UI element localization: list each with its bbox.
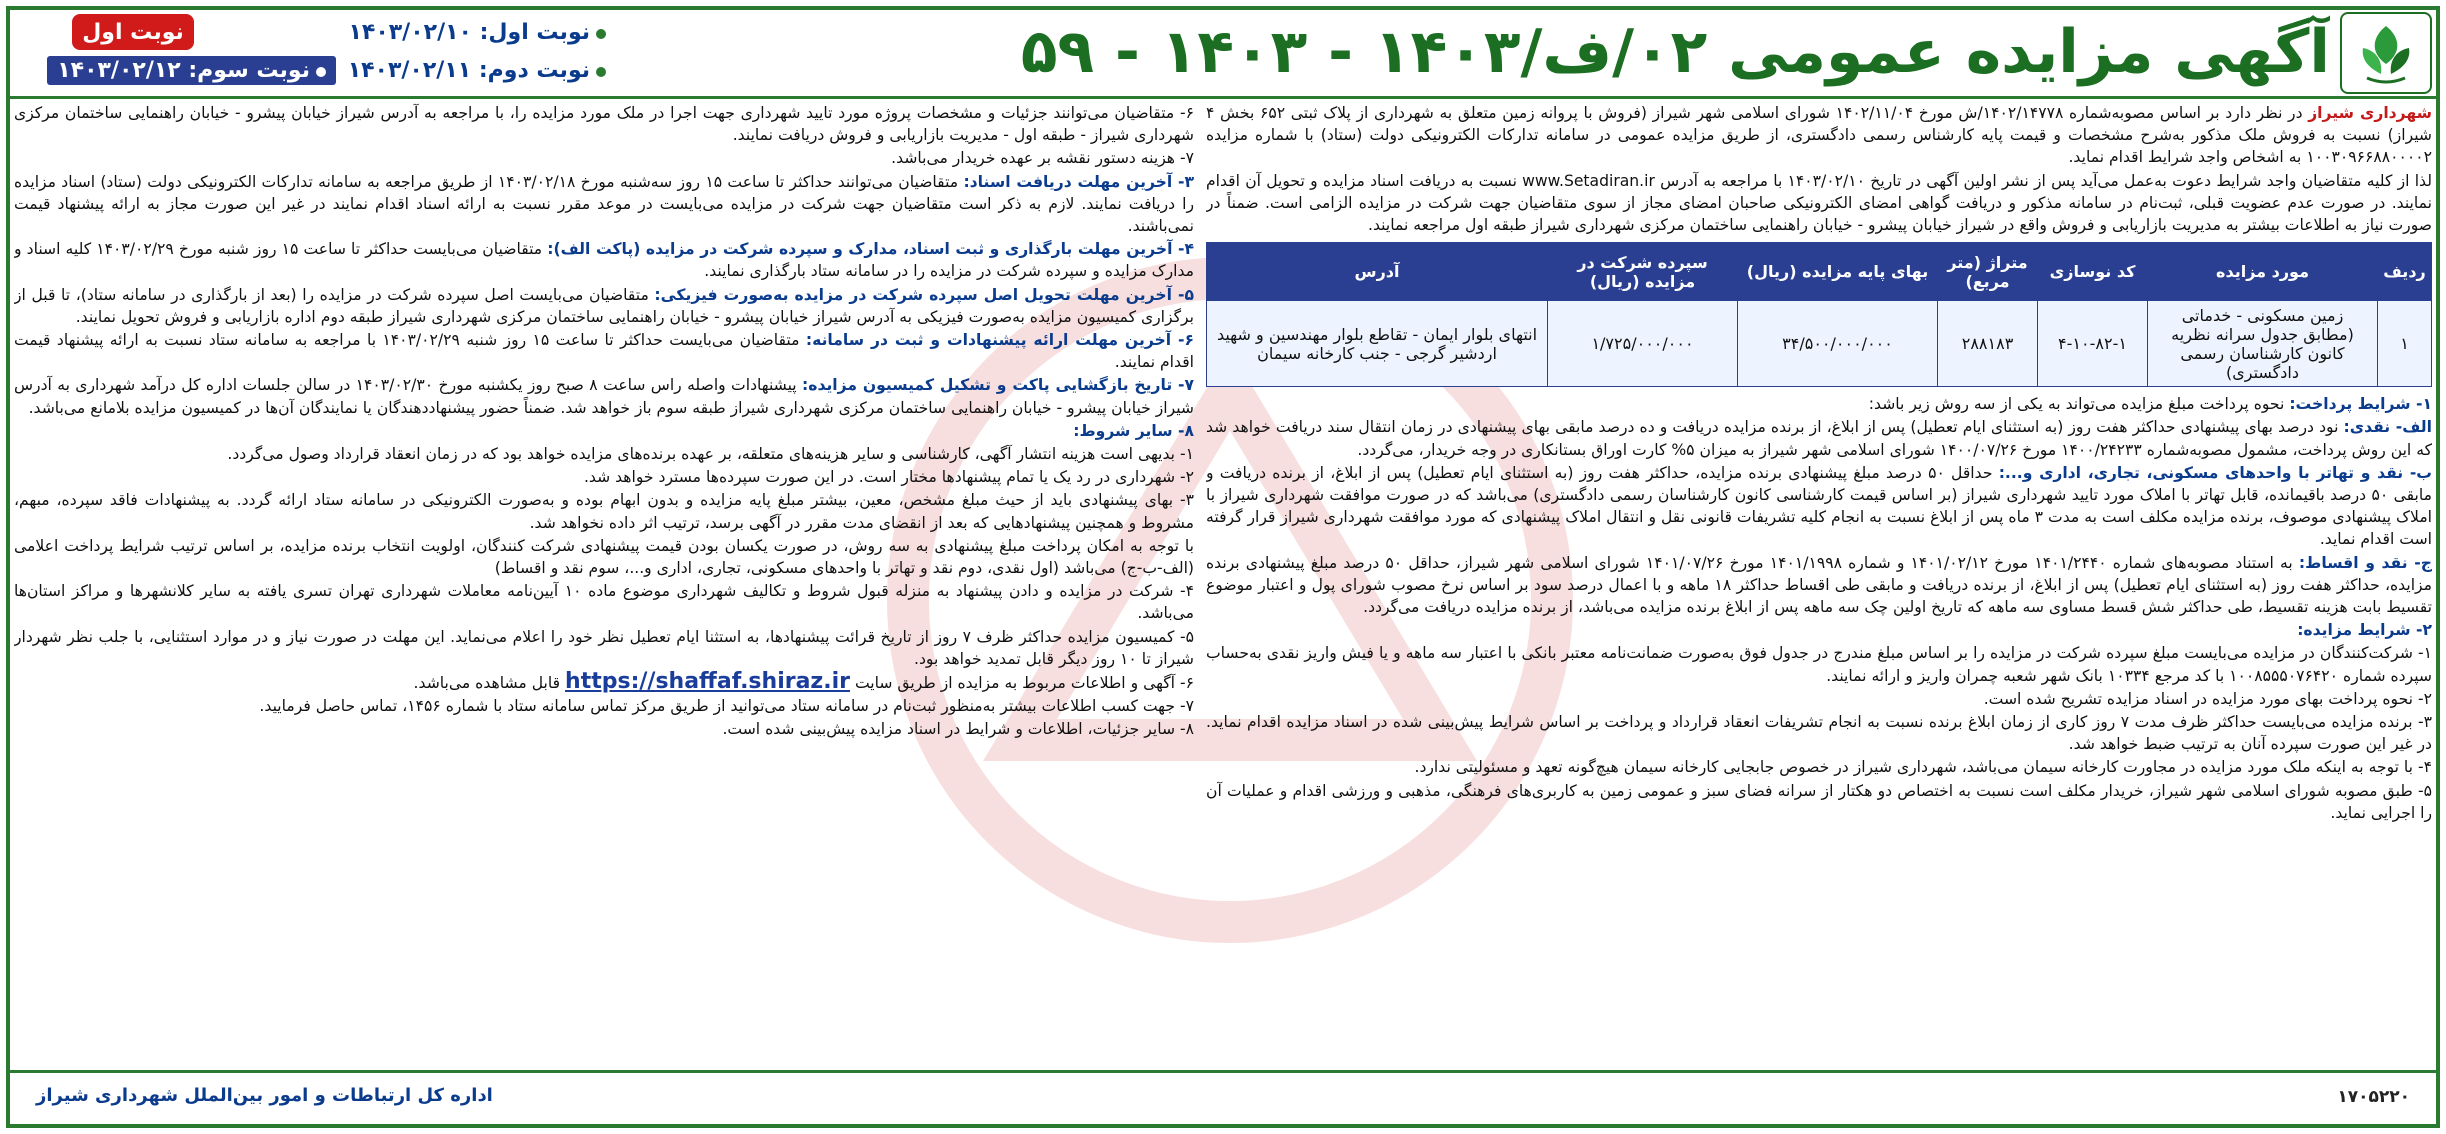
section-text: ۶- متقاضیان می‌توانند جزئیات و مشخصات پروژه مورد تایید شهرداری جهت اجرا در ملک مورد مزایده را، با مراجعه به آدرس شیراز خیابان پیشرو - خیابان راهنمایی ساختمان مرکزی شهرداری شیراز - طبقه اول - مدیریت بازاریابی و فروش دریافت نمایند. xyxy=(14,104,1194,145)
section-paragraph xyxy=(14,489,1194,533)
section-paragraph xyxy=(14,284,1194,328)
section-text: ۲- شهرداری در رد یک یا تمام پیشنهادها مختار است. در این صورت سپرده‌ها مسترد خواهد شد. xyxy=(583,468,1194,487)
section-text: ۱- بدیهی است هزینه انتشار آگهی، کارشناسی و سایر هزینه‌های متعلقه، بر عهده برنده‌های مزایده خواهد بود که در زمان انعقاد قرارداد وصول می‌گردد. xyxy=(227,445,1194,464)
section-paragraph xyxy=(14,147,1194,169)
section-heading: ۲- شرایط مزایده: xyxy=(2297,621,2432,640)
section-text: حداقل ۵۰ درصد مبلغ پیشنهادی برنده مزایده، حداکثر هفت روز (به استثنای ایام تعطیل) پس از ابلاغ، از برنده دریافت و مابقی ۵۰ درصد باقیمانده، قابل تهاتر با املاک مورد تایید شهرداری شیراز (بر اساس قیمت کارشناسی کانون کارشناسان رسمی دادگستری) می‌باشد که در صورت موافقت شهرداری شیراز با املاک پیشنهادی موصوف، برنده مزایده مکلف است به مدت ۳ ماه پس از ابلاغ نسبت به انجام کلیه تشریفات قانونی نقل و انتقال املاک پیشنهادی که مورد موافقت شهرداری شیراز قرار گرفته است اقدام نماید. xyxy=(1206,463,2432,549)
publication-dates xyxy=(46,16,606,92)
header-divider xyxy=(6,96,2440,99)
section-text: پیشنهادات واصله راس ساعت ۸ صبح روز یکشنبه مورخ ۱۴۰۳/۰۲/۳۰ در سالن جلسات اداره کل درآمد شهرداری به آدرس شیراز خیابان پیشرو - خیابان راهنمایی ساختمان مرکزی شهرداری شیراز طبقه سوم باز خواهد شد. ضمناً حضور پیشنهاددهندگان یا نمایندگان آن‌ها در کمیسیون مزایده بلامانع می‌باشد. xyxy=(14,376,1194,417)
section-text: نود درصد بهای پیشنهادی حداکثر هفت روز (به استثنای ایام تعطیل) پس از ابلاغ، از برنده مزایده دریافت و ده درصد مابقی بهای پیشنهادی در زمان انتقال سند دریافت خواهد شد که این روش پرداخت، مشمول مصوبه‌شماره ۱۴۰۰/۲۴۲۳۳ مورخ ۱۴۰۰/۰۷/۲۶ شورای اسلامی شهر شیراز به میزان ۵% کارت اوراق بستانکاری در وجه خریدار، می‌گردد. xyxy=(1206,418,2432,459)
section-paragraph xyxy=(1206,416,2432,460)
section-text: ۳- برنده مزایده می‌بایست حداکثر ظرف مدت ۷ روز کاری از زمان ابلاغ برنده نسبت به انجام تشریفات انعقاد قرارداد و پرداخت بر اساس شرایط پیش‌بینی شده در اسناد مزایده اقدام نماید. در غیر این صورت سپرده آنان به ترتیب ضبط خواهد شد. xyxy=(1206,713,2432,754)
section-heading: ۷- تاریخ بازگشایی پاکت و تشکیل کمیسیون مزایده: xyxy=(802,376,1194,395)
section-paragraph xyxy=(1206,780,2432,824)
section-paragraph xyxy=(14,102,1194,146)
intro-paragraph-2: لذا از کلیه متقاضیان واجد شرایط دعوت به‌عمل می‌آید پس از نشر اولین آگهی در تاریخ ۱۴۰۳/۰۲/۱۰ با مراجعه به آدرس www.Setadiran.ir نسبت به دریافت اسناد مزایده و تحویل آن اقدام نمایند. در صورت عدم عضویت قبلی، ثبت‌نام در سامانه مذکور و دریافت گواهی امضای الکترونیکی صاحبان امضای مجاز از سوی متقاضیان جهت شرکت در مزایده الزامی است. ضمناً در صورت نیاز به اطلاعات بیشتر به مدیریت بازاریابی و فروش واقع در شیراز خیابان پیشرو - خیابان راهنمایی ساختمان مرکزی شهرداری شیراز طبقه اول مراجعه نمایند. xyxy=(1206,171,2432,235)
col-header-base-price: بهای پایه مزایده (ریال) xyxy=(1738,243,1938,301)
section-text: ۴- با توجه به اینکه ملک مورد مزایده در مجاورت کارخانه سیمان می‌باشد، شهرداری شیراز در خصوص جابجایی کارخانه سیمان هیچ‌گونه تعهد و مسئولیتی ندارد. xyxy=(1414,758,2432,777)
section-paragraph xyxy=(14,171,1194,238)
turn-second-date: نوبت دوم: ۱۴۰۳/۰۲/۱۱ xyxy=(348,58,606,92)
section-heading: ۵- آخرین مهلت تحویل اصل سپرده شرکت در مزایده به‌صورت فیزیکی: xyxy=(654,285,1194,304)
section-text: ۱- شرکت‌کنندگان در مزایده می‌بایست مبلغ سپرده شرکت در مزایده را بر اساس مبلغ مندرج در جدول فوق به‌صورت ضمانت‌نامه معتبر بانکی با اعتبار سه ماهه و یا فیش واریز نقدی به‌حساب سپرده شماره ۱۰۰۸۵۵۵۰۷۶۴۲۰ با کد مرجع ۱۰۳۳۴ بانک شهر شعبه چمران واریز و ارائه نمایند. xyxy=(1206,644,2432,685)
section-heading: ۱- شرایط پرداخت: xyxy=(2289,395,2432,414)
section-heading: ۴- آخرین مهلت بارگذاری و ثبت اسناد، مدارک و سپرده شرکت در مزایده (پاکت الف): xyxy=(547,240,1194,259)
section-paragraph xyxy=(1206,462,2432,551)
section-paragraph xyxy=(1206,393,2432,415)
section-paragraph xyxy=(1206,756,2432,778)
section-text: ۵- طبق مصوبه شورای اسلامی شهر شیراز، خریدار مکلف است نسبت به اختصاص دو هکتار از سرانه فضای سبز و عمومی زمین به کاربری‌های فرهنگی، مذهبی و ورزشی اقدام و عملیات آن را اجرایی نماید. xyxy=(1206,781,2432,822)
section-text: با توجه به امکان پرداخت مبلغ پیشنهادی به سه روش، در صورت یکسان بودن قیمت پیشنهادی شرکت کنندگان، اولویت انتخاب برنده مزایده، بر اساس ترتیب شرایط پرداخت اعلامی (الف-ب-ج) می‌باشد (اول نقدی، دوم نقد و تهاتر با واحدهای مسکونی، تجاری، اداری و...، سوم نقد و اقساط) xyxy=(14,536,1194,578)
section-text: ۵- کمیسیون مزایده حداکثر ظرف ۷ روز از تاریخ قرائت پیشنهادها، به استثنا ایام تعطیل نظر خود را اعلام می‌نماید. این مهلت در صورت نیاز و در موارد استثنایی، با جلب نظر شهردار شیراز تا ۱۰ روز دیگر قابل تمدید خواهد بود. xyxy=(14,627,1194,668)
shiraz-logo-icon xyxy=(2351,18,2421,88)
footer xyxy=(6,1070,2440,1128)
table-header-row xyxy=(1207,243,2432,301)
bullet-icon xyxy=(596,67,606,77)
section-paragraph xyxy=(1206,552,2432,619)
col-header-deposit: سپرده شرکت در مزایده (ریال) xyxy=(1548,243,1738,301)
left-sections xyxy=(14,102,1194,741)
section-paragraph xyxy=(14,626,1194,670)
section-text: متقاضیان می‌بایست حداکثر تا ساعت ۱۵ روز شنبه مورخ ۱۴۰۳/۰۲/۲۹ کلیه اسناد و مدارک مزایده و سپرده شرکت در مزایده را در سامانه ستاد بارگذاری نمایند. xyxy=(14,240,1194,281)
cell-renovation-code: ۴-۱۰-۸۲-۱ xyxy=(2038,301,2148,387)
section-heading: ب- نقد و تهاتر با واحدهای مسکونی، تجاری، اداری و...: xyxy=(1998,463,2432,482)
section-text: ۳- بهای پیشنهادی باید از حیث مبلغ مشخص، معین، بیشتر مبلغ پایه مزایده و بدون ابهام بوده و به‌صورت الکترونیکی در سامانه ستاد ارائه گردد. به پیشنهادات فاقد سپرده، مبهم، مشروط و همچنین پیشنهادهایی که بعد از انقضای مدت مقرر در آگهی برسد، ترتیب اثر داده نخواهد شد. xyxy=(14,491,1194,532)
col-header-item: مورد مزایده xyxy=(2148,243,2378,301)
section-text: ۷- جهت کسب اطلاعات بیشتر به‌منظور ثبت‌نام در سامانه ستاد می‌توانید از طریق مرکز تماس سامانه ستاد با شماره ۱۴۵۶، تماس حاصل فرمایید. xyxy=(259,697,1194,716)
table-row xyxy=(1207,301,2432,387)
section-text-after-link: قابل مشاهده می‌باشد. xyxy=(413,674,561,693)
section-heading: ۳- آخرین مهلت دریافت اسناد: xyxy=(963,172,1194,191)
col-header-row-number: ردیف xyxy=(2378,243,2432,301)
right-sections xyxy=(1206,393,2432,824)
section-text: ۷- هزینه دستور نقشه بر عهده خریدار می‌باشد. xyxy=(891,149,1194,168)
section-text: ۶- آگهی و اطلاعات مربوط به مزایده از طریق سایت xyxy=(854,674,1194,693)
turn-third-date: نوبت سوم: ۱۴۰۳/۰۲/۱۲ xyxy=(47,58,336,92)
page-title: آگهی مزایده عمومی ۰۲/ف/۱۴۰۳ - ۱۴۰۳ - ۵۹ xyxy=(1020,17,2330,87)
intro-paragraph: شهرداری شیراز در نظر دارد بر اساس مصوبه‌شماره ۱۴۰۲/۱۴۷۷۸/ش مورخ ۱۴۰۲/۱۱/۰۴ شورای اسلامی شهر شیراز (فروش با پروانه زمین متعلق به شهرداری از پلاک ثبتی ۶۵۲ بخش ۴ شیراز) نسبت به فروش ملک مذکور به‌شرح مشخصات و قیمت پایه کارشناس رسمی دادگستری، از طریق مزایده عمومی در سامانه تدارکات الکترونیکی دولت (ستاد) با شماره مزایده ۱۰۰۳۰۹۶۶۸۸۰۰۰۰۲ به اشخاص واجد شرایط اقدام نماید. xyxy=(1206,104,2432,167)
section-paragraph xyxy=(14,443,1194,465)
cell-deposit: ۱/۷۲۵/۰۰۰/۰۰۰ xyxy=(1548,301,1738,387)
cell-base-price: ۳۴/۵۰۰/۰۰۰/۰۰۰ xyxy=(1738,301,1938,387)
left-column xyxy=(14,102,1194,1062)
section-text: متقاضیان می‌بایست حداکثر تا ساعت ۱۵ روز شنبه ۱۴۰۳/۰۲/۲۹ با مراجعه به سامانه ستاد نسبت به ارائه پیشنهاد قیمت اقدام نمایند. xyxy=(14,331,1194,372)
col-header-renovation-code: کد نوسازی xyxy=(2038,243,2148,301)
section-text: به استناد مصوبه‌های شماره ۱۴۰۱/۲۴۴۰ مورخ ۱۴۰۱/۰۲/۱۲ و شماره ۱۴۰۱/۱۹۹۸ مورخ ۱۴۰۱/۰۷/۲۶ شورای اسلامی شهر شیراز، حداقل ۵۰ درصد مبلغ پیشنهادی برنده مزایده، حداکثر هفت روز (به استثنای ایام تعطیل) پس از ابلاغ، از برنده دریافت و مابقی طی اقساط حداکثر ۱۸ ماهه و با اعمال درصد سود بر اساس نرخ مصوب شورای پول و اعتبار موضوع تقسیط بابت هزینه تقسیط، طی حداکثر شش قسط مساوی سه ماهه که تاریخ اولین چک سه ماهه پس از ابلاغ برنده مزایده می‌باشد، از برنده مزایده دریافت می‌گردد. xyxy=(1206,553,2432,617)
section-heading: الف- نقدی: xyxy=(2343,418,2432,437)
section-paragraph xyxy=(14,580,1194,624)
cell-address: انتهای بلوار ایمان - تقاطع بلوار مهندسین و شهید اردشیر گرجی - جنب کارخانه سیمان xyxy=(1207,301,1548,387)
section-paragraph xyxy=(1206,688,2432,710)
section-paragraph xyxy=(1206,642,2432,686)
section-paragraph xyxy=(14,695,1194,717)
section-heading: ۸- سایر شروط: xyxy=(1073,421,1194,440)
auction-table xyxy=(1206,242,2432,387)
footer-code: ۱۷۰۵۲۲۰ xyxy=(2337,1087,2410,1107)
section-heading: ۶- آخرین مهلت ارائه پیشنهادات و ثبت در سامانه: xyxy=(805,331,1194,350)
bullet-icon xyxy=(596,29,606,39)
section-heading: ج- نقد و اقساط: xyxy=(2298,553,2432,572)
section-text: ۲- نحوه پرداخت بهای مورد مزایده در اسناد مزایده تشریح شده است. xyxy=(1983,689,2432,708)
bullet-icon xyxy=(316,67,326,77)
section-paragraph xyxy=(14,466,1194,488)
section-paragraph xyxy=(14,718,1194,740)
section-paragraph xyxy=(1206,711,2432,755)
section-paragraph xyxy=(1206,619,2432,641)
right-column xyxy=(1206,102,2432,1062)
section-text: متقاضیان می‌بایست اصل سپرده شرکت در مزایده را (بعد از بارگذاری در سامانه ستاد)، تا قبل از برگزاری کمیسیون مزایده به‌صورت فیزیکی به آدرس شیراز خیابان پیشرو - خیابان راهنمایی ساختمان مرکزی شهرداری شیراز طبقه دوم اداره بازاریابی و فروش تحویل نمایند. xyxy=(14,285,1194,326)
section-paragraph xyxy=(14,374,1194,418)
cell-row-number: ۱ xyxy=(2378,301,2432,387)
section-paragraph xyxy=(14,535,1194,579)
turn-first-date: نوبت اول: ۱۴۰۳/۰۲/۱۰ xyxy=(348,20,606,54)
section-text: ۸- سایر جزئیات، اطلاعات و شرایط در اسناد مزایده پیش‌بینی شده است. xyxy=(722,720,1194,739)
cell-item: زمین مسکونی - خدماتی (مطابق جدول سرانه نظریه کانون کارشناسان رسمی دادگستری) xyxy=(2148,301,2378,387)
section-paragraph xyxy=(14,671,1194,694)
footer-office: اداره کل ارتباطات و امور بین‌الملل شهرداری شیراز xyxy=(36,1085,493,1106)
first-turn-badge: نوبت اول xyxy=(72,14,194,50)
section-text: متقاضیان می‌توانند حداکثر تا ساعت ۱۵ روز سه‌شنبه مورخ ۱۴۰۳/۰۲/۱۸ از طریق مراجعه به سامانه تدارکات الکترونیکی دولت (ستاد) اسناد مزایده را دریافت نمایند. لازم به ذکر است متقاضیان جهت شرکت در مزایده می‌بایست در موعد مقرر نسبت به ارائه اسناد اقدام نمایند در غیر این صورت مجاز به ارائه پیشنهاد قیمت نمی‌باشند. xyxy=(14,172,1194,236)
col-header-area: متراژ (متر مربع) xyxy=(1938,243,2038,301)
section-paragraph xyxy=(14,420,1194,442)
cell-area: ۲۸۸۱۸۳ xyxy=(1938,301,2038,387)
website-link[interactable]: https://shaffaf.shiraz.ir xyxy=(565,669,850,695)
header xyxy=(6,6,2440,96)
section-paragraph xyxy=(14,238,1194,282)
section-paragraph xyxy=(14,329,1194,373)
section-text: نحوه پرداخت مبلغ مزایده می‌تواند به یکی از سه روش زیر باشد: xyxy=(1868,395,2285,414)
municipality-logo xyxy=(2340,12,2432,94)
section-text: ۴- شرکت در مزایده و دادن پیشنهاد به منزله قبول شروط و تکالیف شهرداری موضوع ماده ۱۰ آیین‌نامه معاملات شهرداری تهران تسری یافته به سایر کلانشهرها و مراکز استان‌ها می‌باشد. xyxy=(14,582,1194,623)
col-header-address: آدرس xyxy=(1207,243,1548,301)
